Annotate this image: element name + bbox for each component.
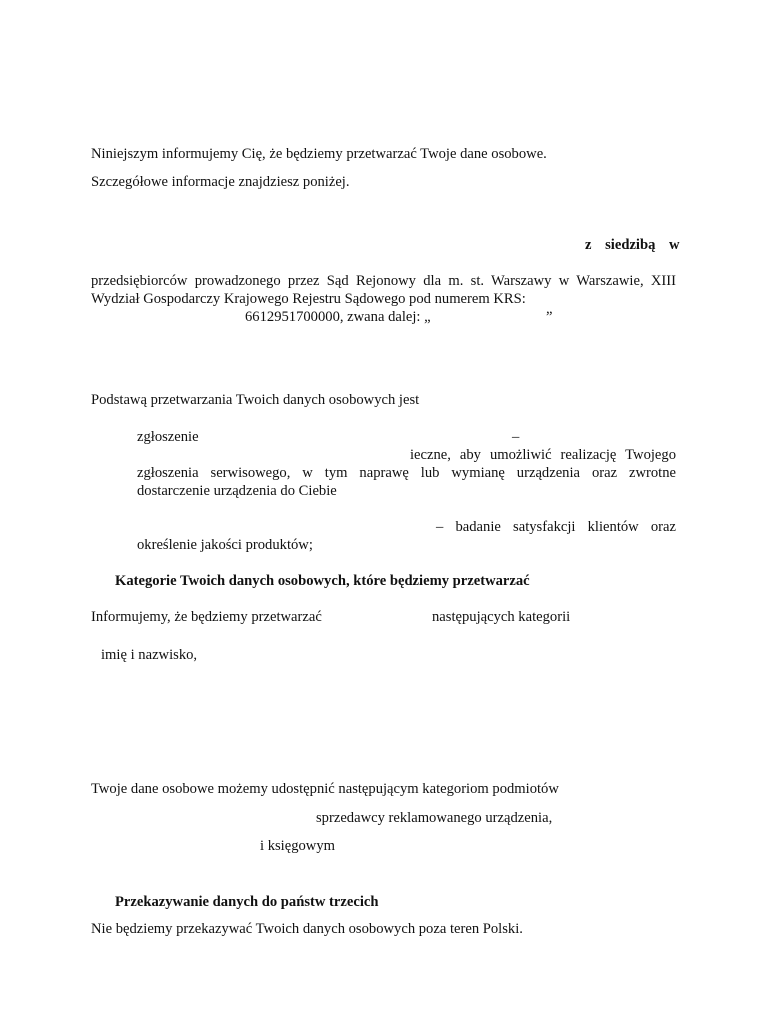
legal-basis-item-1-dash: – (512, 429, 520, 445)
legal-basis-item-1-line-4: dostarczenie urządzenia do Ciebie (137, 483, 337, 499)
register-line-1: przedsiębiorców prowadzonego przez Sąd Rejonowy dla m. st. Warszawy w Warszawie, XIII (91, 273, 676, 289)
intro-line-1: Niniejszym informujemy Cię, że będziemy przetwarzać Twoje dane osobowe. (91, 146, 547, 162)
legal-basis-item-2-line-2: określenie jakości produktów; (137, 537, 313, 553)
legal-basis-intro: Podstawą przetwarzania Twoich danych osobowych jest (91, 392, 420, 408)
legal-basis-item-2-line-1: – badanie satysfakcji klientów oraz (436, 519, 676, 535)
register-line-3-right: ” (546, 309, 553, 325)
legal-basis-item-1-line-2: ieczne, aby umożliwić realizację Twojego (410, 447, 676, 463)
recipients-intro: Twoje dane osobowe możemy udostępnić następującym kategoriom podmiotów (91, 781, 559, 797)
register-line-2: Wydział Gospodarczy Krajowego Rejestru Sądowego pod numerem KRS: (91, 291, 526, 307)
administrator-seat-text: z siedzibą w (585, 237, 680, 253)
recipients-item-2: i księgowym (260, 838, 335, 854)
third-countries-text: Nie będziemy przekazywać Twoich danych osobowych poza teren Polski. (91, 921, 523, 937)
legal-basis-item-1-line-3: zgłoszenia serwisowego, w tym naprawę lub wymianę urządzenia oraz zwrotne (137, 465, 676, 481)
administrator-seat-fragment (585, 236, 680, 254)
third-countries-heading: Przekazywanie danych do państw trzecich (115, 894, 379, 910)
categories-item-1: imię i nazwisko, (101, 647, 198, 663)
legal-basis-item-1-start: zgłoszenie (137, 429, 199, 445)
categories-intro-right: następujących kategorii (432, 609, 571, 625)
categories-heading: Kategorie Twoich danych osobowych, które będziemy przetwarzać (115, 573, 530, 589)
categories-intro-left: Informujemy, że będziemy przetwarzać (91, 609, 322, 625)
intro-line-2: Szczegółowe informacje znajdziesz poniżej. (91, 174, 350, 190)
recipients-item-1: sprzedawcy reklamowanego urządzenia, (316, 810, 553, 826)
register-line-3-left: 6612951700000, zwana dalej: „ (245, 309, 431, 325)
